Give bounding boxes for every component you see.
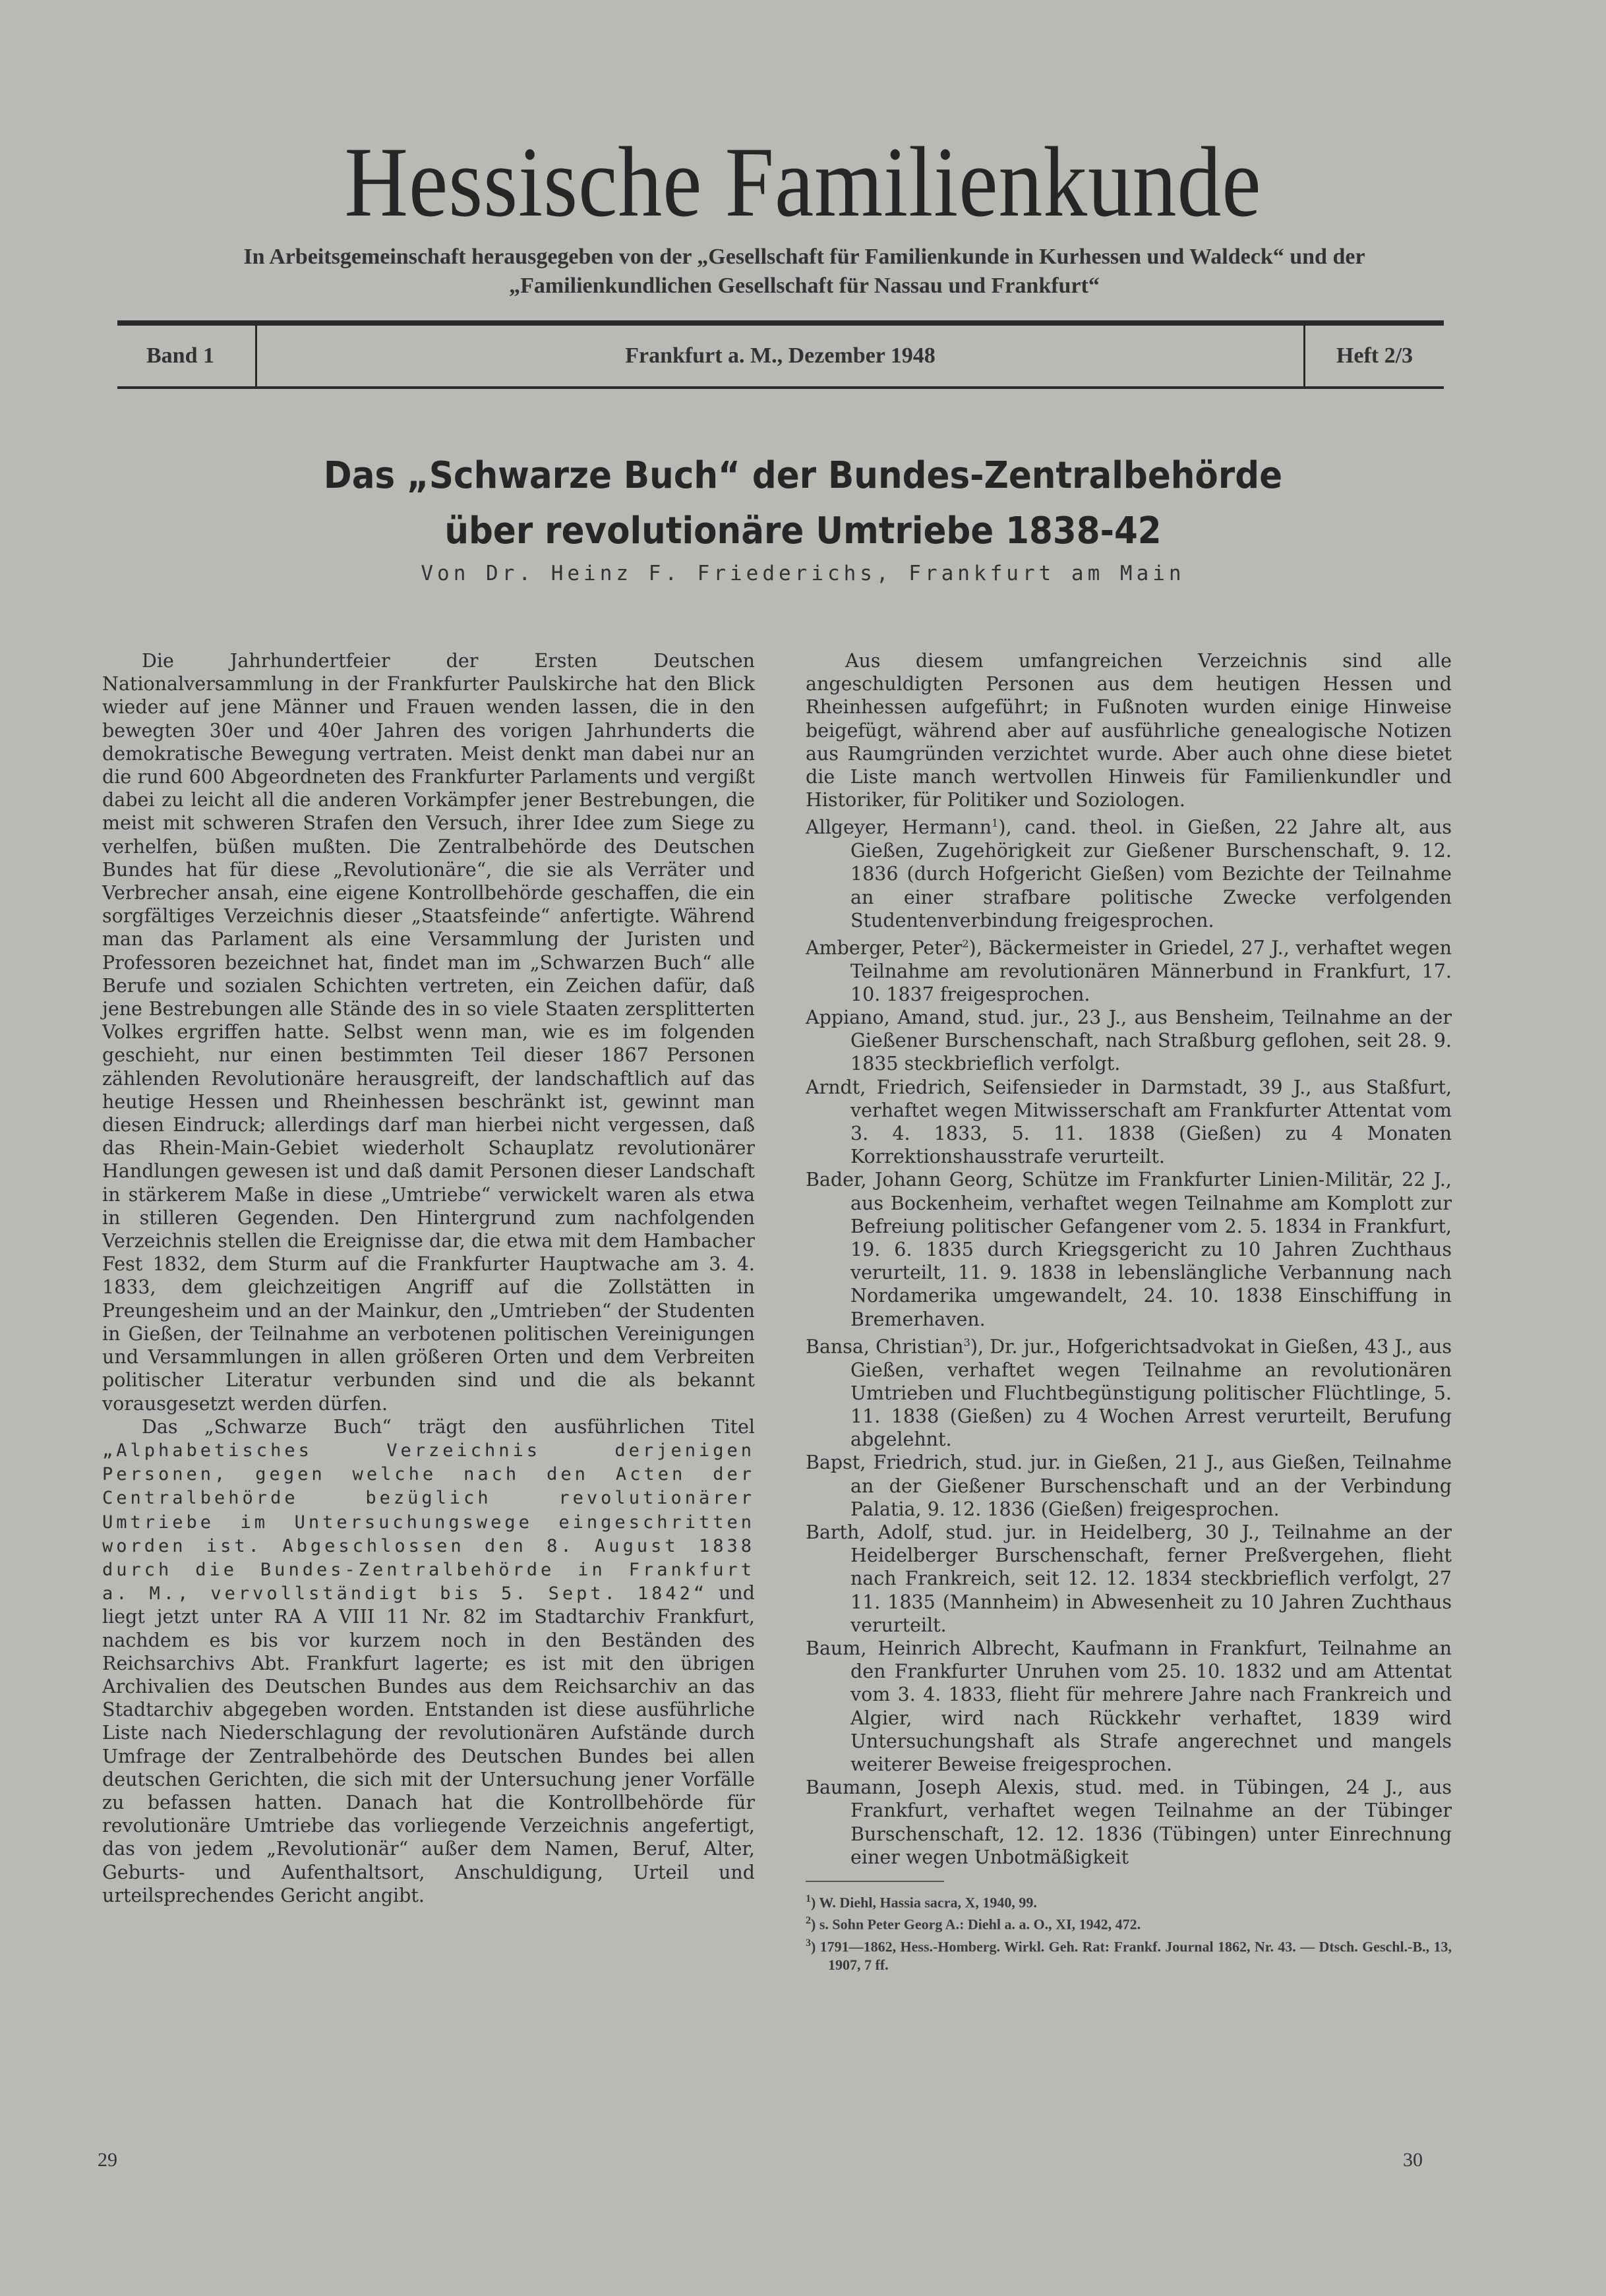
person-register-list [806, 811, 1452, 1869]
place-date-label: Frankfurt a. M., Dezember 1948 [625, 343, 936, 368]
footnote: $^2$) s. Sohn Peter Georg A.: Diehl a. a. O., XI, 1942, 472. [806, 1915, 1141, 1933]
footnote-divider [806, 1881, 944, 1882]
register-entry: Allgeyer, Hermann$^1$), cand. theol. in Gießen, 22 Jahre alt, aus Gießen, Zugehörigkeit zur Gießener Burschenschaft, 9. 12. 1836 (durch Hofgericht Gießen) vom Bezichte der Teilnahme an einer strafbare politische Zwecke verfolgenden Studentenverbindung freigesprochen. [806, 816, 1452, 931]
footnote: $^1$) W. Diehl, Hassia sacra, X, 1940, 99. [806, 1893, 1037, 1911]
register-entry: Baumann, Joseph Alexis, stud. med. in Tübingen, 24 J., aus Frankfurt, verhaftet wegen Teilnahme an der Tübinger Burschenschaft, 12. 12. 1836 (Tübingen) unter Einrechnung einer wegen Unbotmäßigkeit [806, 1777, 1452, 1868]
register-entry: Bapst, Friedrich, stud. jur. in Gießen, 21 J., aus Gießen, Teilnahme an der Gießener Burschenschaft und an der Verbindung Palatia, 9. 12. 1836 (Gießen) freigesprochen. [806, 1452, 1452, 1520]
body-paragraph: Die Jahrhundertfeier der Ersten Deutschen Nationalversammlung in der Frankfurter Paulskirche hat den Blick wieder auf jene Männer und Frauen wenden lassen, die in den bewegten 30er und 40er Jahren des vorigen Jahrhunderts die demokratische Bewegung vertraten. Meist denkt man dabei nur an die rund 600 Abgeordneten des Frankfurter Parlaments und vergißt dabei zu leicht all die anderen Vorkämpfer jener Bestrebungen, die meist mit schweren Strafen den Versuch, ihrer Idee zum Siege zu verhelfen, büßen mußten. Die Zentralbehörde des Deutschen Bundes hat für diese „Revolutionäre“, die sie als Verräter und Verbrecher ansah, eine eigene Kontrollbehörde geschaffen, die ein sorgfältiges Verzeichnis dieser „Staatsfeinde“ anfertigte. Während man das Parlament als eine Versammlung der Juristen und Professoren bezeichnet hat, findet man im „Schwarzen Buch“ alle Berufe und sozialen Schichten vertreten, ein Zeichen dafür, daß jene Bestrebungen alle Stände des in so viele Staaten zersplitterten Volkes ergriffen hatte. Selbst wenn man, wie es im folgenden geschieht, nur einen bestimmten Teil dieser 1867 Personen zählenden Revolutionäre herausgreift, der landschaftlich auf das heutige Hessen und Rheinhessen beschränkt ist, gewinnt man diesen Eindruck; allerdings darf man hierbei nicht vergessen, daß das Rhein-Main-Gebiet wiederholt Schauplatz revolutionärer Handlungen gewesen ist und daß damit Personen dieser Landschaft in stärkerem Maße in diese „Umtriebe“ verwickelt waren als etwa in stilleren Gegenden. Den Hintergrund zum nachfolgenden Verzeichnis stellen die Ereignisse dar, die etwa mit dem Hambacher Fest 1832, dem Sturm auf die Frankfurter Hauptwache am 3. 4. 1833, dem gleichzeitigen Angriff auf die Zollstätten in Preungesheim und an der Mainkur, den „Umtrieben“ der Studenten in Gießen, der Teilnahme an verbotenen politischen Vereinigungen und Versammlungen in allen größeren Orten und dem Verbreiten politischer Literatur verbunden sind und die als bekannt vorausgesetzt werden dürfen. [102, 650, 755, 1415]
register-entry: Arndt, Friedrich, Seifensieder in Darmstadt, 39 J., aus Staßfurt, verhaftet wegen Mitwisserschaft am Frankfurter Attentat vom 3. 4. 1833, 5. 11. 1838 (Gießen) zu 4 Monaten Korrektionshausstrafe verurteilt. [806, 1076, 1452, 1168]
archive-title-spaced: „Alphabetisches Verzeichnis derjenigen Personen, gegen welche nach den Acten der Centralbehörde bezüglich revolutionärer Umtriebe im Untersuchungswege eingeschritten worden ist. Abgeschlossen den 8. August 1838 durch die Bundes-Zentralbehörde in Frankfurt a. M., vervollständigt bis 5. Sept. 1842“ [102, 1440, 755, 1604]
register-entry: Appiano, Amand, stud. jur., 23 J., aus Bensheim, Teilnahme an der Gießener Burschenschaft, nach Straßburg geflohen, seit 28. 9. 1835 steckbrieflich verfolgt. [806, 1007, 1452, 1075]
register-entry: Amberger, Peter$^2$), Bäckermeister in Griedel, 27 J., verhaftet wegen Teilnahme am revolutionären Männerbund in Frankfurt, 17. 10. 1837 freigesprochen. [806, 937, 1452, 1005]
page-number-left: 29 [98, 2149, 117, 2171]
list-intro-paragraph: Aus diesem umfangreichen Verzeichnis sind alle angeschuldigten Personen aus dem heutigen Hessen und Rheinhessen aufgeführt; in Fußnoten wurden einige Hinweise beigefügt, während aber auf ausführliche genealogische Notizen aus Raumgründen verzichtet wurde. Aber auch ohne diese bietet die Liste manch wertvollen Hinweis für Familienkundler und Historiker, für Politiker und Soziologen. [806, 650, 1452, 811]
register-entry: Baum, Heinrich Albrecht, Kaufmann in Frankfurt, Teilnahme an den Frankfurter Unruhen vom 25. 10. 1832 und am Attentat vom 3. 4. 1833, flieht für mehrere Jahre nach Frankreich und Algier, wird nach Rückkehr verhaftet, 1839 wird Untersuchungshaft als Strafe angerechnet und mangels weiterer Beweise freigesprochen. [806, 1637, 1452, 1776]
volume-label: Band 1 [117, 326, 257, 386]
body-paragraph [102, 1415, 755, 1907]
paragraph-intro: Das „Schwarze Buch“ trägt den ausführlichen Titel [142, 1415, 755, 1438]
article-title [64, 448, 1541, 559]
publisher-line-2: „Familienkundlichen Gesellschaft für Nassau und Frankfurt“ [509, 274, 1100, 298]
footnote: $^3$) 1791—1862, Hess.-Homberg. Wirkl. Geh. Rat: Frankf. Journal 1862, Nr. 43. — Dtsch. Geschl.-B., 13, 1907, 7 ff. [806, 1937, 1452, 1974]
page-number-right: 30 [1403, 2149, 1423, 2171]
right-text-column [806, 649, 1452, 1974]
journal-publisher-line [112, 243, 1497, 301]
paragraph-rest: und liegt jetzt unter RA A VIII 11 Nr. 82 im Stadtarchiv Frankfurt, nachdem es bis vor kurzem noch in den Beständen des Reichsarchivs Abt. Frankfurt lagerte; es ist mit den übrigen Archivalien des Deutschen Bundes aus dem Reichsarchiv an das Stadtarchiv abgegeben worden. Entstanden ist diese ausführliche Liste nach Niederschlagung der revolutionären Aufstände durch Umfrage der Zentralbehörde des Deutschen Bundes bei allen deutschen Gerichten, die sich mit der Untersuchung jener Vorfälle zu befassen hatten. Danach hat die Kontrollbehörde für revolutionäre Umtriebe das vorliegende Verzeichnis angefertigt, das von jedem „Revolutionär“ außer dem Namen, Beruf, Alter, Geburts- und Aufenthaltsort, Anschuldigung, Urteil und urteilsprechendes Gericht angibt. [102, 1582, 755, 1906]
left-text-column [102, 649, 755, 1907]
issue-number-label: Heft 2/3 [1303, 326, 1444, 386]
register-entry: Bader, Johann Georg, Schütze im Frankfurter Linien-Militär, 22 J., aus Bockenheim, verhaftet wegen Teilnahme am Komplott zur Befreiung politischer Gefangener vom 2. 5. 1834 in Frankfurt, 19. 6. 1835 durch Kriegsgericht zu 10 Jahren Zuchthaus verurteilt, 11. 9. 1838 in lebenslängliche Verbannung nach Nordamerika umgewandelt, 24. 10. 1838 Einschiffung in Bremerhaven. [806, 1169, 1452, 1330]
article-title-line-2: über revolutionäre Umtriebe 1838-42 [444, 510, 1162, 552]
publisher-line-1: In Arbeitsgemeinschaft herausgegeben von der „Gesellschaft für Familienkunde in Kurhessen und Waldeck“ und der [243, 245, 1365, 269]
issue-info-bar [117, 320, 1444, 389]
article-byline: Von Dr. Heinz F. Friederichs, Frankfurt am Main [421, 562, 1185, 585]
register-entry: Bansa, Christian$^3$), Dr. jur., Hofgerichtsadvokat in Gießen, 43 J., aus Gießen, verhaftet wegen Teilnahme an revolutionären Umtrieben und Fluchtbegünstigung politischer Flüchtlinge, 5. 11. 1838 (Gießen) zu 4 Wochen Arrest verurteilt, Berufung abgelehnt. [806, 1336, 1452, 1451]
journal-title: Hessische Familienkunde [344, 127, 1262, 237]
article-title-line-1: Das „Schwarze Buch“ der Bundes-Zentralbehörde [323, 454, 1283, 497]
footnotes [806, 1890, 1452, 1974]
register-entry: Barth, Adolf, stud. jur. in Heidelberg, 30 J., Teilnahme an der Heidelberger Burschenschaft, ferner Preßvergehen, flieht nach Frankreich, seit 12. 12. 1834 steckbrieflich verfolgt, 27 11. 1835 (Mannheim) in Abwesenheit zu 10 Jahren Zuchthaus verurteilt. [806, 1521, 1452, 1636]
